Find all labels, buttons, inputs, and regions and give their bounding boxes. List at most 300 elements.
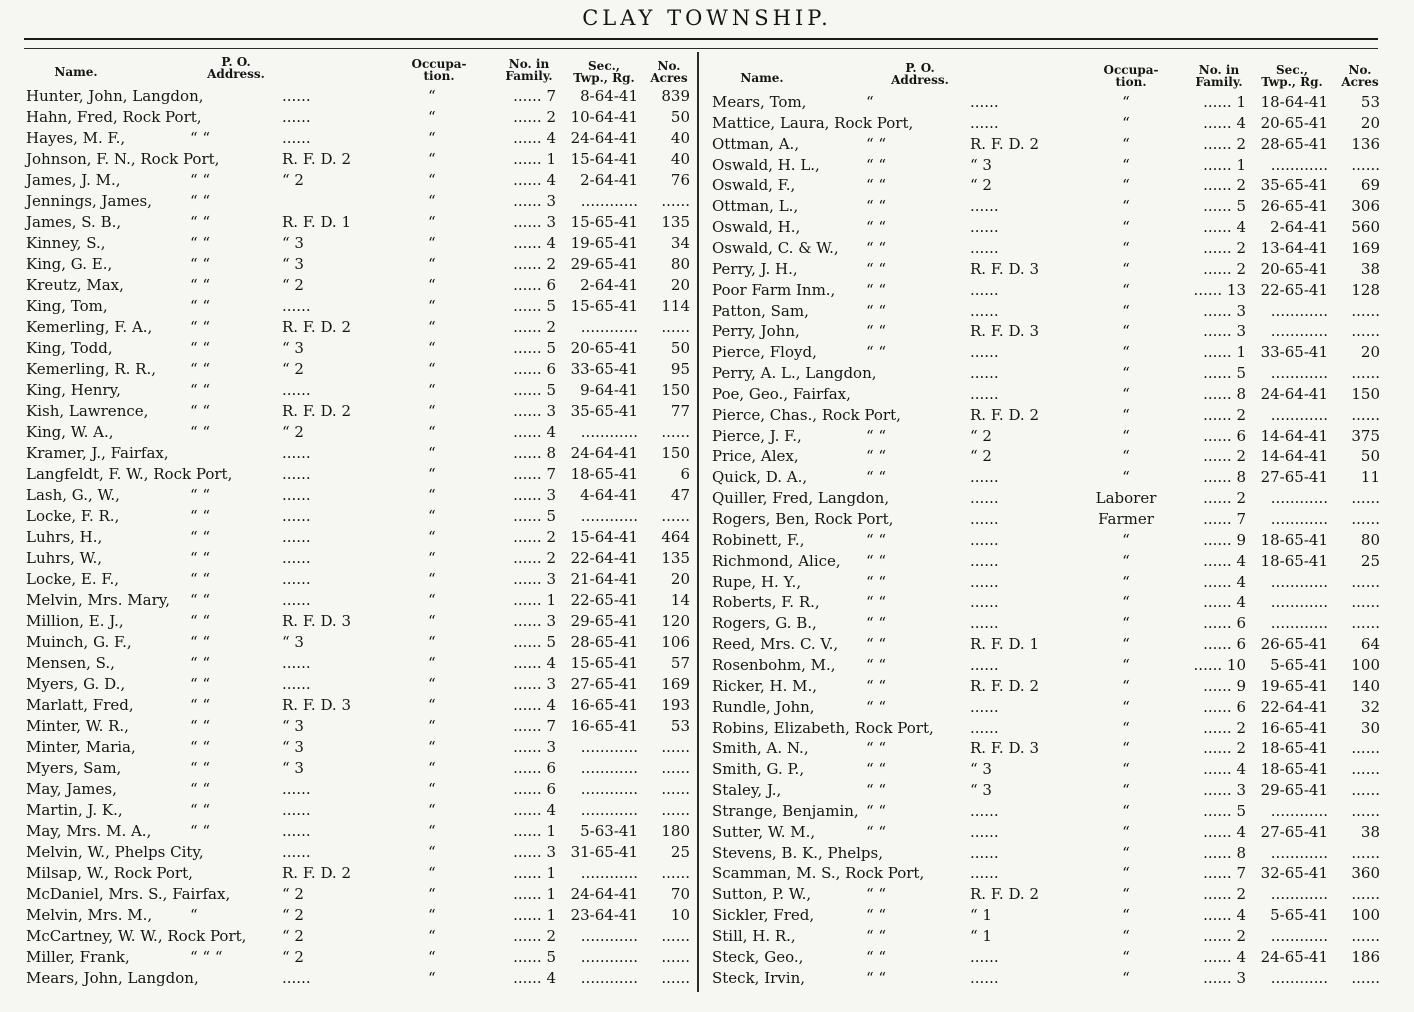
section-cell: ............ — [1270, 489, 1328, 508]
acres-cell: 169 — [1351, 238, 1380, 257]
rfd-cell: R. F. D. 3 — [970, 322, 1040, 341]
table-row — [0, 488, 1414, 509]
section-cell: ............ — [580, 801, 638, 819]
section-cell: ............ — [1270, 322, 1328, 341]
po-ditto-cell: “ “ — [866, 968, 887, 987]
rfd-cell: “ 3 — [282, 255, 304, 273]
rfd-cell: ...... — [970, 364, 999, 383]
header-name-left: Name. — [54, 65, 98, 79]
acres-cell: 360 — [1351, 864, 1380, 883]
section-cell: 35-65-41 — [1260, 176, 1328, 195]
section-cell: 13-64-41 — [1260, 238, 1328, 257]
rfd-cell: R. F. D. 3 — [282, 696, 352, 714]
table-row — [0, 572, 1414, 593]
po-ditto-cell: “ “ — [190, 318, 211, 336]
occupation-cell: “ — [428, 528, 436, 546]
acres-cell: 10 — [670, 906, 690, 924]
table-row — [0, 175, 1414, 196]
po-ditto-cell: “ “ — [866, 197, 887, 216]
rfd-cell: ...... — [970, 551, 999, 570]
acres-cell: 100 — [1351, 655, 1380, 674]
table-row — [0, 905, 1414, 926]
family-count-cell: ...... 1 — [513, 906, 556, 924]
occupation-cell: “ — [1122, 572, 1130, 591]
rfd-cell: ...... — [970, 93, 999, 111]
rfd-cell: R. F. D. 2 — [970, 885, 1040, 904]
name-cell: Langfeldt, F. W., Rock Port, — [26, 465, 233, 483]
family-count-cell: ...... 1 — [1203, 155, 1246, 174]
section-cell: ............ — [1270, 927, 1328, 945]
section-cell: 2-64-41 — [1270, 218, 1328, 237]
family-count-cell: ...... 6 — [513, 276, 556, 294]
table-row — [0, 155, 1414, 176]
acres-cell: 100 — [1351, 906, 1380, 925]
name-cell: Jennings, James, — [26, 192, 153, 210]
family-count-cell: ...... 4 — [513, 654, 556, 672]
section-cell: ............ — [1270, 405, 1328, 424]
po-ditto-cell: “ “ — [866, 134, 887, 153]
po-ditto-cell: “ “ — [866, 739, 887, 758]
section-cell: ............ — [580, 864, 638, 882]
acres-cell: ...... — [1351, 801, 1380, 820]
po-ditto-cell: “ — [190, 906, 198, 924]
name-cell: Minter, Maria, — [26, 738, 136, 756]
occupation-cell: “ — [428, 549, 436, 567]
occupation-cell: “ — [428, 402, 436, 420]
section-cell: 5-65-41 — [1270, 655, 1328, 674]
po-ditto-cell: “ “ — [866, 468, 887, 487]
name-cell: Mensen, S., — [26, 654, 115, 672]
family-count-cell: ...... 2 — [1203, 405, 1246, 424]
family-count-cell: ...... 7 — [1203, 864, 1246, 883]
section-cell: 18-65-41 — [1260, 760, 1328, 779]
acres-cell: 11 — [1360, 468, 1380, 487]
occupation-cell: “ — [1122, 760, 1130, 779]
section-cell: 19-65-41 — [570, 234, 638, 252]
rfd-cell: ...... — [970, 197, 999, 216]
occupation-cell: “ — [1122, 384, 1130, 403]
occupation-cell: “ — [428, 696, 436, 714]
occupation-cell: “ — [1122, 93, 1130, 111]
rfd-cell: ...... — [282, 108, 311, 126]
family-count-cell: ...... 6 — [1203, 697, 1246, 716]
family-count-cell: ...... 2 — [513, 528, 556, 546]
po-ditto-cell: “ “ — [866, 676, 887, 695]
table-row — [0, 780, 1414, 801]
name-cell: Sickler, Fred, — [712, 906, 815, 925]
family-count-cell: ...... 1 — [513, 822, 556, 840]
po-ditto-cell: “ “ — [190, 570, 211, 588]
po-ditto-cell: “ “ — [866, 614, 887, 633]
rfd-cell: ...... — [282, 570, 311, 588]
header-section-left: Sec., Twp., Rg. — [573, 59, 635, 85]
acres-cell: ...... — [661, 759, 690, 777]
occupation-cell: “ — [428, 612, 436, 630]
rfd-cell: ...... — [970, 801, 999, 820]
section-cell: 22-64-41 — [1260, 697, 1328, 716]
name-cell: Melvin, Mrs. M., — [26, 906, 153, 924]
name-cell: Luhrs, H., — [26, 528, 103, 546]
occupation-cell: “ — [1122, 468, 1130, 487]
table-row — [0, 467, 1414, 488]
occupation-cell: “ — [1122, 822, 1130, 841]
po-ditto-cell: “ “ — [866, 572, 887, 591]
section-cell: 10-64-41 — [570, 108, 638, 126]
family-count-cell: ...... 2 — [513, 549, 556, 567]
section-cell: 24-64-41 — [1260, 384, 1328, 403]
po-ditto-cell: “ “ — [190, 696, 211, 714]
acres-cell: ...... — [661, 423, 690, 441]
name-cell: Kish, Lawrence, — [26, 402, 149, 420]
section-cell: ............ — [1270, 510, 1328, 528]
section-cell: ............ — [580, 192, 638, 210]
name-cell: Sutton, P. W., — [712, 885, 812, 904]
occupation-cell: “ — [1122, 218, 1130, 237]
table-row — [0, 446, 1414, 467]
po-ditto-cell: “ “ — [866, 822, 887, 841]
acres-cell: 70 — [670, 885, 690, 903]
table-row — [0, 280, 1414, 301]
section-cell: 28-65-41 — [1260, 134, 1328, 153]
occupation-cell: “ — [1122, 718, 1130, 737]
table-row — [0, 321, 1414, 342]
occupation-cell: “ — [1122, 280, 1130, 299]
family-count-cell: ...... 4 — [1203, 572, 1246, 591]
occupation-cell: “ — [1122, 885, 1130, 904]
acres-cell: 80 — [670, 255, 690, 273]
occupation-cell: “ — [1122, 155, 1130, 174]
name-cell: Miller, Frank, — [26, 948, 130, 966]
po-ditto-cell: “ “ — [866, 530, 887, 549]
occupation-cell: “ — [428, 675, 436, 693]
family-count-cell: ...... 2 — [513, 255, 556, 273]
acres-cell: ...... — [1351, 405, 1380, 424]
section-cell: 2-64-41 — [580, 171, 638, 189]
po-ditto-cell: “ “ — [866, 259, 887, 278]
acres-cell: 135 — [661, 549, 690, 567]
family-count-cell: ...... 5 — [1203, 364, 1246, 383]
rfd-cell: “ 2 — [282, 885, 304, 903]
family-count-cell: ...... 9 — [1203, 530, 1246, 549]
po-ditto-cell: “ “ — [190, 633, 211, 651]
occupation-cell: “ — [1122, 593, 1130, 612]
occupation-cell: “ — [1122, 927, 1130, 945]
name-cell: Hunter, John, Langdon, — [26, 87, 204, 105]
name-cell: James, S. B., — [26, 213, 122, 231]
acres-cell: ...... — [661, 969, 690, 987]
section-cell: ............ — [1270, 843, 1328, 862]
header-family-left: No. in Family. — [505, 57, 553, 83]
rfd-cell: “ 2 — [282, 171, 304, 189]
section-cell: ............ — [1270, 885, 1328, 904]
rfd-cell: ...... — [282, 675, 311, 693]
acres-cell: ...... — [661, 948, 690, 966]
family-count-cell: ...... 1 — [513, 591, 556, 609]
acres-cell: 306 — [1351, 197, 1380, 216]
table-row — [0, 968, 1414, 989]
po-ditto-cell: “ “ — [190, 297, 211, 315]
name-cell: McDaniel, Mrs. S., Fairfax, — [26, 885, 231, 903]
section-cell: 18-64-41 — [1260, 93, 1328, 111]
acres-cell: ...... — [1351, 927, 1380, 945]
rfd-cell: ...... — [970, 968, 999, 987]
occupation-cell: “ — [428, 969, 436, 987]
section-cell: 16-65-41 — [570, 696, 638, 714]
section-cell: 26-65-41 — [1260, 635, 1328, 654]
rfd-cell: R. F. D. 1 — [970, 635, 1040, 654]
family-count-cell: ...... 2 — [1203, 718, 1246, 737]
family-count-cell: ...... 5 — [513, 948, 556, 966]
table-row — [0, 613, 1414, 634]
po-ditto-cell: “ “ — [190, 255, 211, 273]
po-ditto-cell: “ “ — [190, 654, 211, 672]
occupation-cell: “ — [1122, 113, 1130, 132]
rfd-cell: ...... — [970, 947, 999, 966]
table-row — [0, 426, 1414, 447]
acres-cell: 20 — [1360, 343, 1380, 362]
name-cell: Perry, John, — [712, 322, 800, 341]
table-row — [0, 634, 1414, 655]
acres-cell: 14 — [670, 591, 690, 609]
occupation-cell: “ — [428, 444, 436, 462]
table-row — [0, 259, 1414, 280]
section-cell: 27-65-41 — [570, 675, 638, 693]
rfd-cell: “ 3 — [970, 155, 992, 174]
name-cell: Sutter, W. M., — [712, 822, 816, 841]
po-ditto-cell: “ “ — [190, 675, 211, 693]
po-ditto-cell: “ “ — [866, 301, 887, 320]
name-cell: Rundle, John, — [712, 697, 815, 716]
table-row — [0, 884, 1414, 905]
family-count-cell: ...... 5 — [513, 507, 556, 525]
name-cell: Still, H. R., — [712, 927, 796, 945]
section-cell: 29-65-41 — [1260, 781, 1328, 800]
acres-cell: 76 — [670, 171, 690, 189]
table-row — [0, 134, 1414, 155]
po-ditto-cell: “ “ — [866, 343, 887, 362]
header-po-left: P. O. Address. — [207, 55, 265, 81]
page-title: CLAY TOWNSHIP. — [582, 6, 832, 30]
occupation-cell: “ — [428, 129, 436, 147]
name-cell: King, G. E., — [26, 255, 113, 273]
family-count-cell: ...... 6 — [1203, 614, 1246, 633]
acres-cell: 77 — [670, 402, 690, 420]
family-count-cell: ...... 3 — [1203, 322, 1246, 341]
po-ditto-cell: “ “ — [866, 426, 887, 445]
po-ditto-cell: “ “ — [866, 906, 887, 925]
acres-cell: ...... — [1351, 968, 1380, 987]
rfd-cell: ...... — [970, 489, 999, 508]
acres-cell: ...... — [1351, 301, 1380, 320]
acres-cell: ...... — [661, 864, 690, 882]
family-count-cell: ...... 7 — [513, 465, 556, 483]
acres-cell: 25 — [1360, 551, 1380, 570]
name-cell: May, Mrs. M. A., — [26, 822, 152, 840]
rfd-cell: R. F. D. 2 — [282, 150, 352, 168]
name-cell: Price, Alex, — [712, 447, 799, 466]
occupation-cell: “ — [1122, 614, 1130, 633]
rfd-cell: ...... — [282, 528, 311, 546]
acres-cell: ...... — [1351, 885, 1380, 904]
section-cell: ............ — [1270, 968, 1328, 987]
acres-cell: 839 — [661, 87, 690, 105]
acres-cell: 57 — [670, 654, 690, 672]
occupation-cell: “ — [1122, 197, 1130, 216]
po-ditto-cell: “ “ — [866, 551, 887, 570]
acres-cell: 20 — [670, 570, 690, 588]
occupation-cell: “ — [428, 507, 436, 525]
section-cell: ............ — [580, 759, 638, 777]
section-cell: ............ — [1270, 301, 1328, 320]
name-cell: Ottman, L., — [712, 197, 799, 216]
family-count-cell: ...... 2 — [1203, 447, 1246, 466]
family-count-cell: ...... 3 — [513, 402, 556, 420]
family-count-cell: ...... 4 — [1203, 113, 1246, 132]
rfd-cell: ...... — [970, 301, 999, 320]
po-ditto-cell: “ “ — [190, 612, 211, 630]
occupation-cell: “ — [428, 927, 436, 945]
occupation-cell: “ — [428, 171, 436, 189]
family-count-cell: ...... 3 — [513, 612, 556, 630]
po-ditto-cell: “ “ — [190, 423, 211, 441]
rfd-cell: R. F. D. 2 — [970, 134, 1040, 153]
section-cell: 31-65-41 — [570, 843, 638, 861]
acres-cell: ...... — [1351, 322, 1380, 341]
occupation-cell: “ — [428, 822, 436, 840]
acres-cell: 69 — [1360, 176, 1380, 195]
family-count-cell: ...... 6 — [513, 360, 556, 378]
section-cell: 24-64-41 — [570, 444, 638, 462]
occupation-cell: “ — [428, 885, 436, 903]
family-count-cell: ...... 8 — [1203, 843, 1246, 862]
rfd-cell: “ 2 — [282, 423, 304, 441]
acres-cell: ...... — [1351, 364, 1380, 383]
table-row — [0, 697, 1414, 718]
rfd-cell: ...... — [282, 297, 311, 315]
family-count-cell: ...... 2 — [1203, 259, 1246, 278]
name-cell: Poe, Geo., Fairfax, — [712, 384, 851, 403]
po-ditto-cell: “ “ — [190, 549, 211, 567]
section-cell: 35-65-41 — [570, 402, 638, 420]
acres-cell: 135 — [661, 213, 690, 231]
family-count-cell: ...... 5 — [1203, 197, 1246, 216]
name-cell: King, W. A., — [26, 423, 114, 441]
section-cell: 16-65-41 — [570, 717, 638, 735]
po-ditto-cell: “ “ — [866, 760, 887, 779]
section-cell: 22-65-41 — [1260, 280, 1328, 299]
name-cell: Kemerling, F. A., — [26, 318, 153, 336]
family-count-cell: ...... 7 — [1203, 510, 1246, 528]
name-cell: Perry, A. L., Langdon, — [712, 364, 877, 383]
occupation-cell: “ — [1122, 635, 1130, 654]
family-count-cell: ...... 5 — [513, 381, 556, 399]
occupation-cell: “ — [428, 780, 436, 798]
name-cell: Robins, Elizabeth, Rock Port, — [712, 718, 934, 737]
section-cell: 21-64-41 — [570, 570, 638, 588]
rfd-cell: ...... — [282, 465, 311, 483]
po-ditto-cell: “ — [866, 93, 874, 111]
section-cell: 29-65-41 — [570, 255, 638, 273]
po-ditto-cell: “ “ — [190, 822, 211, 840]
po-ditto-cell: “ “ — [866, 801, 887, 820]
table-row — [0, 551, 1414, 572]
name-cell: Roberts, F. R., — [712, 593, 820, 612]
po-ditto-cell: “ “ — [866, 155, 887, 174]
occupation-cell: “ — [1122, 405, 1130, 424]
po-ditto-cell: “ “ — [190, 402, 211, 420]
acres-cell: 53 — [1360, 93, 1380, 111]
family-count-cell: ...... 4 — [513, 696, 556, 714]
name-cell: Robinett, F., — [712, 530, 805, 549]
occupation-cell: “ — [428, 276, 436, 294]
po-ditto-cell: “ “ — [866, 218, 887, 237]
po-ditto-cell: “ “ — [190, 381, 211, 399]
po-ditto-cell: “ “ — [190, 171, 211, 189]
section-cell: 27-65-41 — [1260, 822, 1328, 841]
acres-cell: 114 — [661, 297, 690, 315]
family-count-cell: ...... 10 — [1193, 655, 1246, 674]
table-row — [0, 926, 1414, 947]
rfd-cell: ...... — [970, 572, 999, 591]
rfd-cell: “ 3 — [282, 759, 304, 777]
occupation-cell: “ — [428, 591, 436, 609]
occupation-cell: “ — [428, 570, 436, 588]
occupation-cell: “ — [1122, 426, 1130, 445]
occupation-cell: “ — [1122, 968, 1130, 987]
po-ditto-cell: “ “ — [190, 801, 211, 819]
header-section-right: Sec., Twp., Rg. — [1261, 63, 1323, 89]
family-count-cell: ...... 5 — [513, 339, 556, 357]
rfd-cell: ...... — [970, 218, 999, 237]
section-cell: 33-65-41 — [570, 360, 638, 378]
po-ditto-cell: “ “ — [190, 486, 211, 504]
occupation-cell: “ — [1122, 843, 1130, 862]
po-ditto-cell: “ “ — [866, 947, 887, 966]
header-acres-left: No. Acres — [650, 59, 688, 85]
rfd-cell: “ 3 — [282, 339, 304, 357]
name-cell: Perry, J. H., — [712, 259, 798, 278]
rfd-cell: R. F. D. 2 — [282, 864, 352, 882]
rfd-cell: ...... — [970, 280, 999, 299]
section-cell: 24-64-41 — [570, 885, 638, 903]
acres-cell: 64 — [1360, 635, 1380, 654]
table-row — [0, 655, 1414, 676]
name-cell: Ottman, A., — [712, 134, 800, 153]
name-cell: Strange, Benjamin, — [712, 801, 859, 820]
rfd-cell: ...... — [970, 510, 999, 528]
family-count-cell: ...... 3 — [513, 843, 556, 861]
name-cell: Luhrs, W., — [26, 549, 103, 567]
acres-cell: ...... — [661, 927, 690, 945]
rfd-cell: ...... — [970, 843, 999, 862]
family-count-cell: ...... 3 — [513, 192, 556, 210]
table-row — [0, 384, 1414, 405]
acres-cell: 20 — [670, 276, 690, 294]
name-cell: Quick, D. A., — [712, 468, 808, 487]
occupation-cell: “ — [1122, 238, 1130, 257]
name-cell: Mears, John, Langdon, — [26, 969, 199, 987]
section-cell: 20-65-41 — [1260, 259, 1328, 278]
po-ditto-cell: “ “ — [190, 528, 211, 546]
rfd-cell: ...... — [282, 780, 311, 798]
family-count-cell: ...... 2 — [1203, 489, 1246, 508]
rfd-cell: ...... — [282, 969, 311, 987]
family-count-cell: ...... 6 — [1203, 635, 1246, 654]
family-count-cell: ...... 4 — [513, 234, 556, 252]
occupation-cell: “ — [428, 339, 436, 357]
name-cell: King, Tom, — [26, 297, 108, 315]
name-cell: King, Todd, — [26, 339, 113, 357]
